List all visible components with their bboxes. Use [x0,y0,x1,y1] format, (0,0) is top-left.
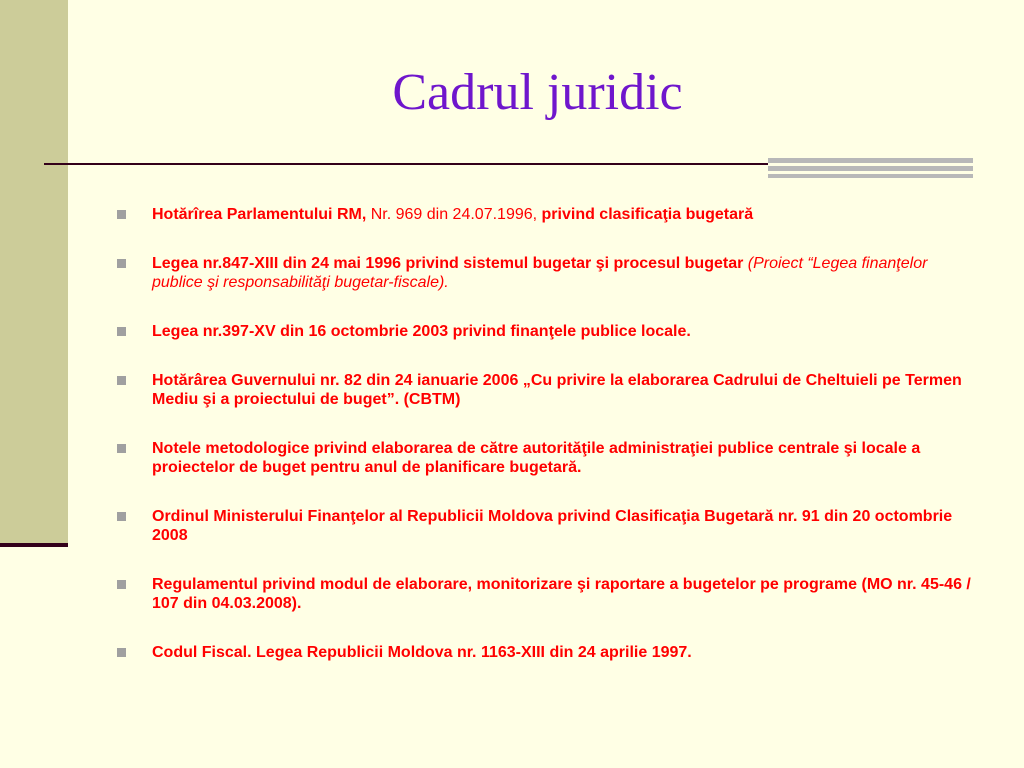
bullet-text-segment: Regulamentul privind modul de elaborare, monitorizare şi raportare a bugetelor pe programe (MO nr. 45-46 / 107 din 04.03.2008). [152,576,971,612]
bullet-text-segment: Codul Fiscal. Legea Republicii Moldova nr. 1163-XIII din 24 aprilie 1997. [152,644,692,661]
bullet-text-segment: Legea nr.397-XV din 16 octombrie 2003 privind finanţele publice locale. [152,323,691,340]
bullet-item [116,371,976,409]
bullet-text-segment: Hotărîrea Parlamentului RM, [152,206,367,223]
bullet-text-segment: privind clasificaţia bugetară [537,206,754,223]
square-bullet-icon [117,376,126,385]
square-bullet-icon [117,580,126,589]
bullet-item [116,254,976,292]
square-bullet-icon [117,210,126,219]
bullet-text-segment: (Proiect “Legea finanţelor publice şi responsabilităţi bugetar-fiscale). [152,255,928,291]
bullet-item [116,575,976,613]
bullet-text-segment: Ordinul Ministerului Finanţelor al Republicii Moldova privind Clasificaţia Bugetară nr. 91 din 20 octombrie 2008 [152,508,953,544]
square-bullet-icon [117,444,126,453]
bullet-item [116,507,976,545]
bullet-text-segment: Nr. 969 din 24.07.1996, [366,206,538,223]
bullet-text-segment: Legea nr.847-XIII din 24 mai 1996 privind sistemul bugetar şi procesul bugetar [152,255,744,272]
bullet-text-segment: Hotărârea Guvernului nr. 82 din 24 ianuarie 2006 „Cu privire la elaborarea Cadrului de Cheltuieli pe Termen Mediu şi a proiectului de buget”. (CBTM) [152,372,962,408]
bullet-item [116,643,976,662]
bullet-list [116,205,976,692]
slide-title: Cadrul juridic [392,64,683,121]
title-divider-stripes [768,158,973,178]
square-bullet-icon [117,648,126,657]
bullet-item [116,439,976,477]
square-bullet-icon [117,512,126,521]
square-bullet-icon [117,259,126,268]
bullet-item [116,322,976,341]
bullet-item [116,205,976,224]
title-divider [44,163,772,165]
bullet-text-segment: Notele metodologice privind elaborarea de către autorităţile administraţiei publice centrale şi locale a proiectelor de buget pentru anul de planificare bugetară. [152,440,921,476]
square-bullet-icon [117,327,126,336]
side-bar-underline [0,543,68,547]
